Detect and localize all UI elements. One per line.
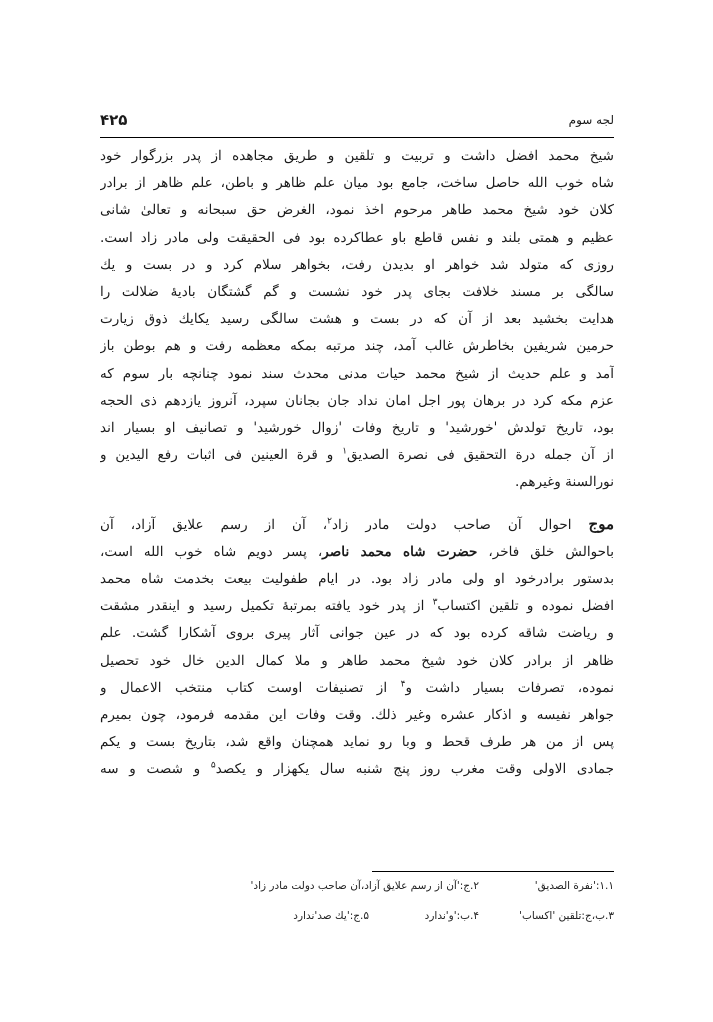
chapter-label: لجه سوم: [568, 113, 614, 127]
footnote: ۲.ج:'آن از رسم علایق آزاد،آن صاحب دولت مادر زاد': [250, 880, 479, 892]
running-header: [100, 113, 614, 131]
header-rule: [100, 137, 614, 138]
text-line: و ریاضت شاقه کرده بود که در عین جوانی آثار پیری بروی آشکارا گشت. علم: [100, 625, 614, 642]
text-segment: و شصت و سه: [100, 761, 211, 778]
text-segment: افضل نموده و تلقین اکتساب: [437, 598, 614, 615]
footnote: ۴.ب:'و'ندارد: [424, 910, 479, 922]
text-segment: و قرة العینین فی اثبات رفع الیدین و: [100, 447, 343, 464]
text-line: [100, 675, 614, 702]
text-line: حرمین شریفین بخاطرش غالب آمد، چند مرتبه بمکه معظمه رفت و هم بوطن باز: [100, 338, 614, 355]
text-line: [100, 756, 614, 783]
text-line: سالگی بر مسند خلافت بجای پدر خود نشست و گم گشتگان بادیهٔ ضلالت را: [100, 284, 614, 301]
text-line: [100, 511, 614, 539]
text-segment: احوال آن صاحب دولت مادر زاد: [331, 516, 589, 533]
text-line: نورالسنة وغیرهم.: [515, 474, 614, 491]
text-segment: از پدر خود یافته بمرتبهٔ تکمیل رسید و اینقدر مشقت: [100, 598, 433, 615]
footnote-marker: ۴: [400, 679, 406, 690]
text-line: عزم مکه کرد در برهان پور اجل امان نداد جان بجانان سپرد، آنروز یازدهم ذی الحجه: [100, 392, 614, 409]
text-line: بود، تاریخ تولدش 'خورشید' و تاریخ وفات 'زوال خورشید' و تصانیف او بسیار اند: [100, 420, 614, 437]
text-segment: نموده، تصرفات بسیار داشت و: [405, 679, 614, 696]
page-number: ۴۲۵: [100, 111, 128, 129]
text-line: هدایت بخشید بعد از آن که در بست و هشت سالگی رسید یکایك ذوق زیارت: [100, 311, 614, 328]
footnote-marker: ۲: [327, 516, 332, 527]
section-heading-word: موج: [588, 514, 614, 533]
text-line: روزی که متولد شد خواهر او بدیدن رفت، بخواهر سلام کرد و در بست و یك: [100, 256, 614, 273]
bold-name: حضرت شاه محمد ناصر: [322, 543, 478, 560]
text-line: شاه خوب الله حاصل ساخت، جامع بود میان علم ظاهر و باطن، علم ظاهر از برادر: [100, 175, 614, 192]
text-line: آمد و علم حدیث از شیخ محمد حیات مدنی محدث سند نمود چنانچه بار سوم که: [100, 365, 614, 382]
footnote-marker: ۱: [342, 446, 348, 457]
footnotes: [150, 880, 614, 940]
footnote-rule: [372, 871, 614, 872]
paragraph-1: [100, 143, 614, 497]
text-segment: از تصنیفات اوست کتاب منتخب الاعمال و: [100, 679, 401, 696]
footnote: ۱.۱:'نفرة الصدیق': [534, 880, 614, 892]
text-line: [100, 593, 614, 620]
paragraph-2: [100, 511, 614, 784]
text-segment: از آن جمله درة التحقیق فی نصرة الصدیق: [347, 447, 614, 464]
text-line: بدستور برادرخود او ولی مادر زاد بود. در ایام طفولیت بیعت بخدمت شاه محمد: [100, 571, 614, 588]
text-line: [100, 539, 614, 566]
text-line: جواهر نفیسه و اذکار عشره وغیر ذلك. وقت وفات این مقدمه فرمود، چون بمیرم: [100, 707, 614, 724]
footnote-marker: ۳: [432, 597, 438, 608]
text-segment: جمادی الاولی وقت مغرب روز پنج شنبه سال یکهزار و یکصد: [215, 761, 614, 778]
text-segment: ، پسر دویم شاه خوب الله است،: [100, 543, 323, 560]
main-text: [100, 143, 614, 784]
text-line: [100, 442, 614, 469]
paragraph-gap: [100, 497, 614, 511]
text-segment: ، آن از رسم علایق آزاد، آن: [100, 516, 328, 533]
footnote-row: [150, 880, 614, 910]
text-segment: باحوالش خلق فاخر،: [477, 543, 614, 560]
footnote-row: [150, 910, 614, 940]
text-line: عظیم و همتی بلند و نفس قاطع باو عطاکرده بود فی الحقیقت ولی مادر زاد است.: [100, 229, 614, 246]
text-line: ظاهر از برادر کلان خود شیخ محمد طاهر و ملا کمال الدین خال خود تحصیل: [100, 652, 614, 669]
footnote: ۳.ب،ج:تلقین 'اکساب': [519, 910, 614, 922]
text-line: پس از من هر طرف قحط و وبا رو نماید همچنان واقع شد، بتاریخ بست و یکم: [100, 734, 614, 751]
text-line: شیخ محمد افضل داشت و تربیت و تلقین و طریق مجاهده از پدر بزرگوار خود: [100, 148, 614, 164]
footnote-marker: ۵: [210, 760, 216, 771]
text-line: کلان خود شیخ محمد طاهر مرحوم اخذ نمود، الغرض حق سبحانه و تعالیٰ شانی: [100, 202, 614, 219]
footnote: ۵.ج:'یك صد'ندارد: [293, 910, 369, 922]
